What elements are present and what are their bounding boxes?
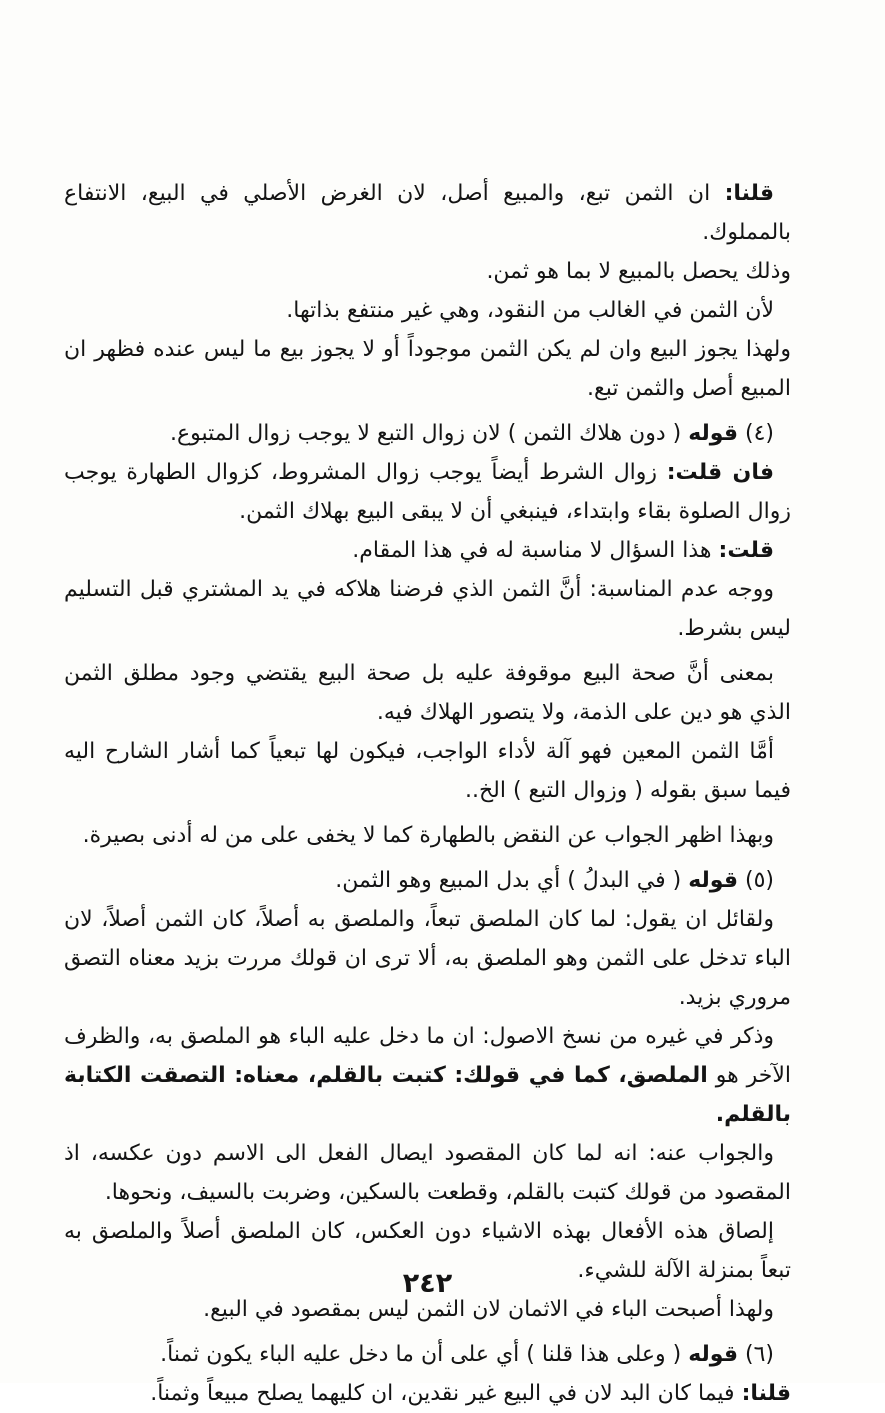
body-text: أمَّا الثمن المعين فهو آلة لأداء الواجب، فيكون لها تبعياً كما أشار الشارح اليه فيما سبق بقوله ( وزوال التبع ) الخ..: [64, 739, 791, 803]
paragraph: [64, 252, 791, 291]
body-text: وذلك يحصل بالمبيع لا بما هو ثمن.: [486, 259, 791, 284]
body-text: وذكر في غيره من نسخ الاصول: ان ما دخل عليه الباء هو الملصق به، والظرف الآخر هو: [64, 1024, 792, 1088]
page-number: ٢٤٢: [402, 1268, 453, 1299]
body-text: إلصاق هذه الأفعال بهذه الاشياء دون العكس، كان الملصق أصلاً والملصق به تبعاً بمنزلة الآلة للشيء.: [64, 1219, 791, 1283]
emphasized-text: الملصق، كما في قولك: كتبت بالقلم، معناه: التصقت الكتابة بالقلم.: [64, 1063, 791, 1127]
paragraph: [64, 1017, 791, 1134]
body-text: والجواب عنه: انه لما كان المقصود ايصال الفعل الى الاسم دون عكسه، اذ المقصود من قولك كتبت بالقلم، وقطعت بالسكين، وضربت بالسيف، ونحوها.: [64, 1141, 791, 1205]
paragraph: [64, 330, 791, 408]
emphasized-text: قلنا:: [741, 1381, 791, 1406]
body-text: ( وعلى هذا قلنا ) أي على أن ما دخل عليه الباء يكون ثمناً.: [160, 1342, 689, 1367]
page-text: [64, 174, 791, 1413]
paragraph: [64, 453, 791, 531]
emphasized-text: قلت:: [718, 538, 774, 563]
paragraph: [64, 1335, 791, 1374]
body-text: ( في البدلُ ) أي بدل المبيع وهو الثمن.: [335, 868, 689, 893]
paragraph: [64, 1134, 791, 1212]
paragraph: [64, 174, 791, 252]
emphasized-text: قوله: [688, 421, 738, 446]
paragraph: [64, 732, 791, 810]
body-text: (٦): [738, 1342, 774, 1367]
paragraph: [64, 291, 791, 330]
body-text: (٥): [738, 868, 774, 893]
body-text: هذا السؤال لا مناسبة له في هذا المقام.: [352, 538, 719, 563]
paragraph: [64, 861, 791, 900]
paragraph: [64, 570, 791, 648]
body-text: ولقائل ان يقول: لما كان الملصق تبعاً، والملصق به أصلاً، كان الثمن أصلاً، لان الباء تدخل على الثمن وهو الملصق به، ألا ترى ان قولك مررت بزيد معناه التصق مروري بزيد.: [64, 907, 791, 1010]
paragraph: [64, 531, 791, 570]
paragraph: [64, 900, 791, 1017]
emphasized-text: قوله: [688, 1342, 738, 1367]
body-text: ووجه عدم المناسبة: أنَّ الثمن الذي فرضنا هلاكه في يد المشتري قبل التسليم ليس بشرط.: [64, 577, 791, 641]
body-text: بمعنى أنَّ صحة البيع موقوفة عليه بل صحة البيع يقتضي وجود مطلق الثمن الذي هو دين على الذمة، ولا يتصور الهلاك فيه.: [64, 661, 791, 725]
paragraph: [64, 816, 791, 855]
emphasized-text: فان قلت:: [666, 460, 775, 485]
body-text: فيما كان البد لان في البيع غير نقدين، ان كليهما يصلح مبيعاً وثمناً.: [150, 1381, 742, 1406]
body-text: زوال الشرط أيضاً يوجب زوال المشروط، كزوال الطهارة يوجب زوال الصلوة بقاء وابتداء، فينبغي أن لا يبقى البيع بهلاك الثمن.: [64, 460, 791, 524]
body-text: ان الثمن تبع، والمبيع أصل، لان الغرض الأصلي في البيع، الانتفاع بالمملوك.: [64, 181, 791, 245]
body-text: لأن الثمن في الغالب من النقود، وهي غير منتفع بذاتها.: [286, 298, 774, 323]
body-text: وبهذا اظهر الجواب عن النقض بالطهارة كما لا يخفى على من له أدنى بصيرة.: [82, 823, 774, 848]
paragraph: [64, 654, 791, 732]
emphasized-text: قوله: [688, 868, 738, 893]
emphasized-text: قلنا:: [724, 181, 774, 206]
paragraph: [64, 414, 791, 453]
body-text: ولهذا أصبحت الباء في الاثمان لان الثمن ليس بمقصود في البيع.: [203, 1297, 774, 1322]
body-text: (٤): [738, 421, 774, 446]
paragraph: [64, 1374, 791, 1413]
body-text: ( دون هلاك الثمن ) لان زوال التبع لا يوجب زوال المتبوع.: [170, 421, 689, 446]
body-text: ولهذا يجوز البيع وان لم يكن الثمن موجوداً أو لا يجوز بيع ما ليس عنده فظهر ان المبيع أصل والثمن تبع.: [64, 337, 791, 401]
